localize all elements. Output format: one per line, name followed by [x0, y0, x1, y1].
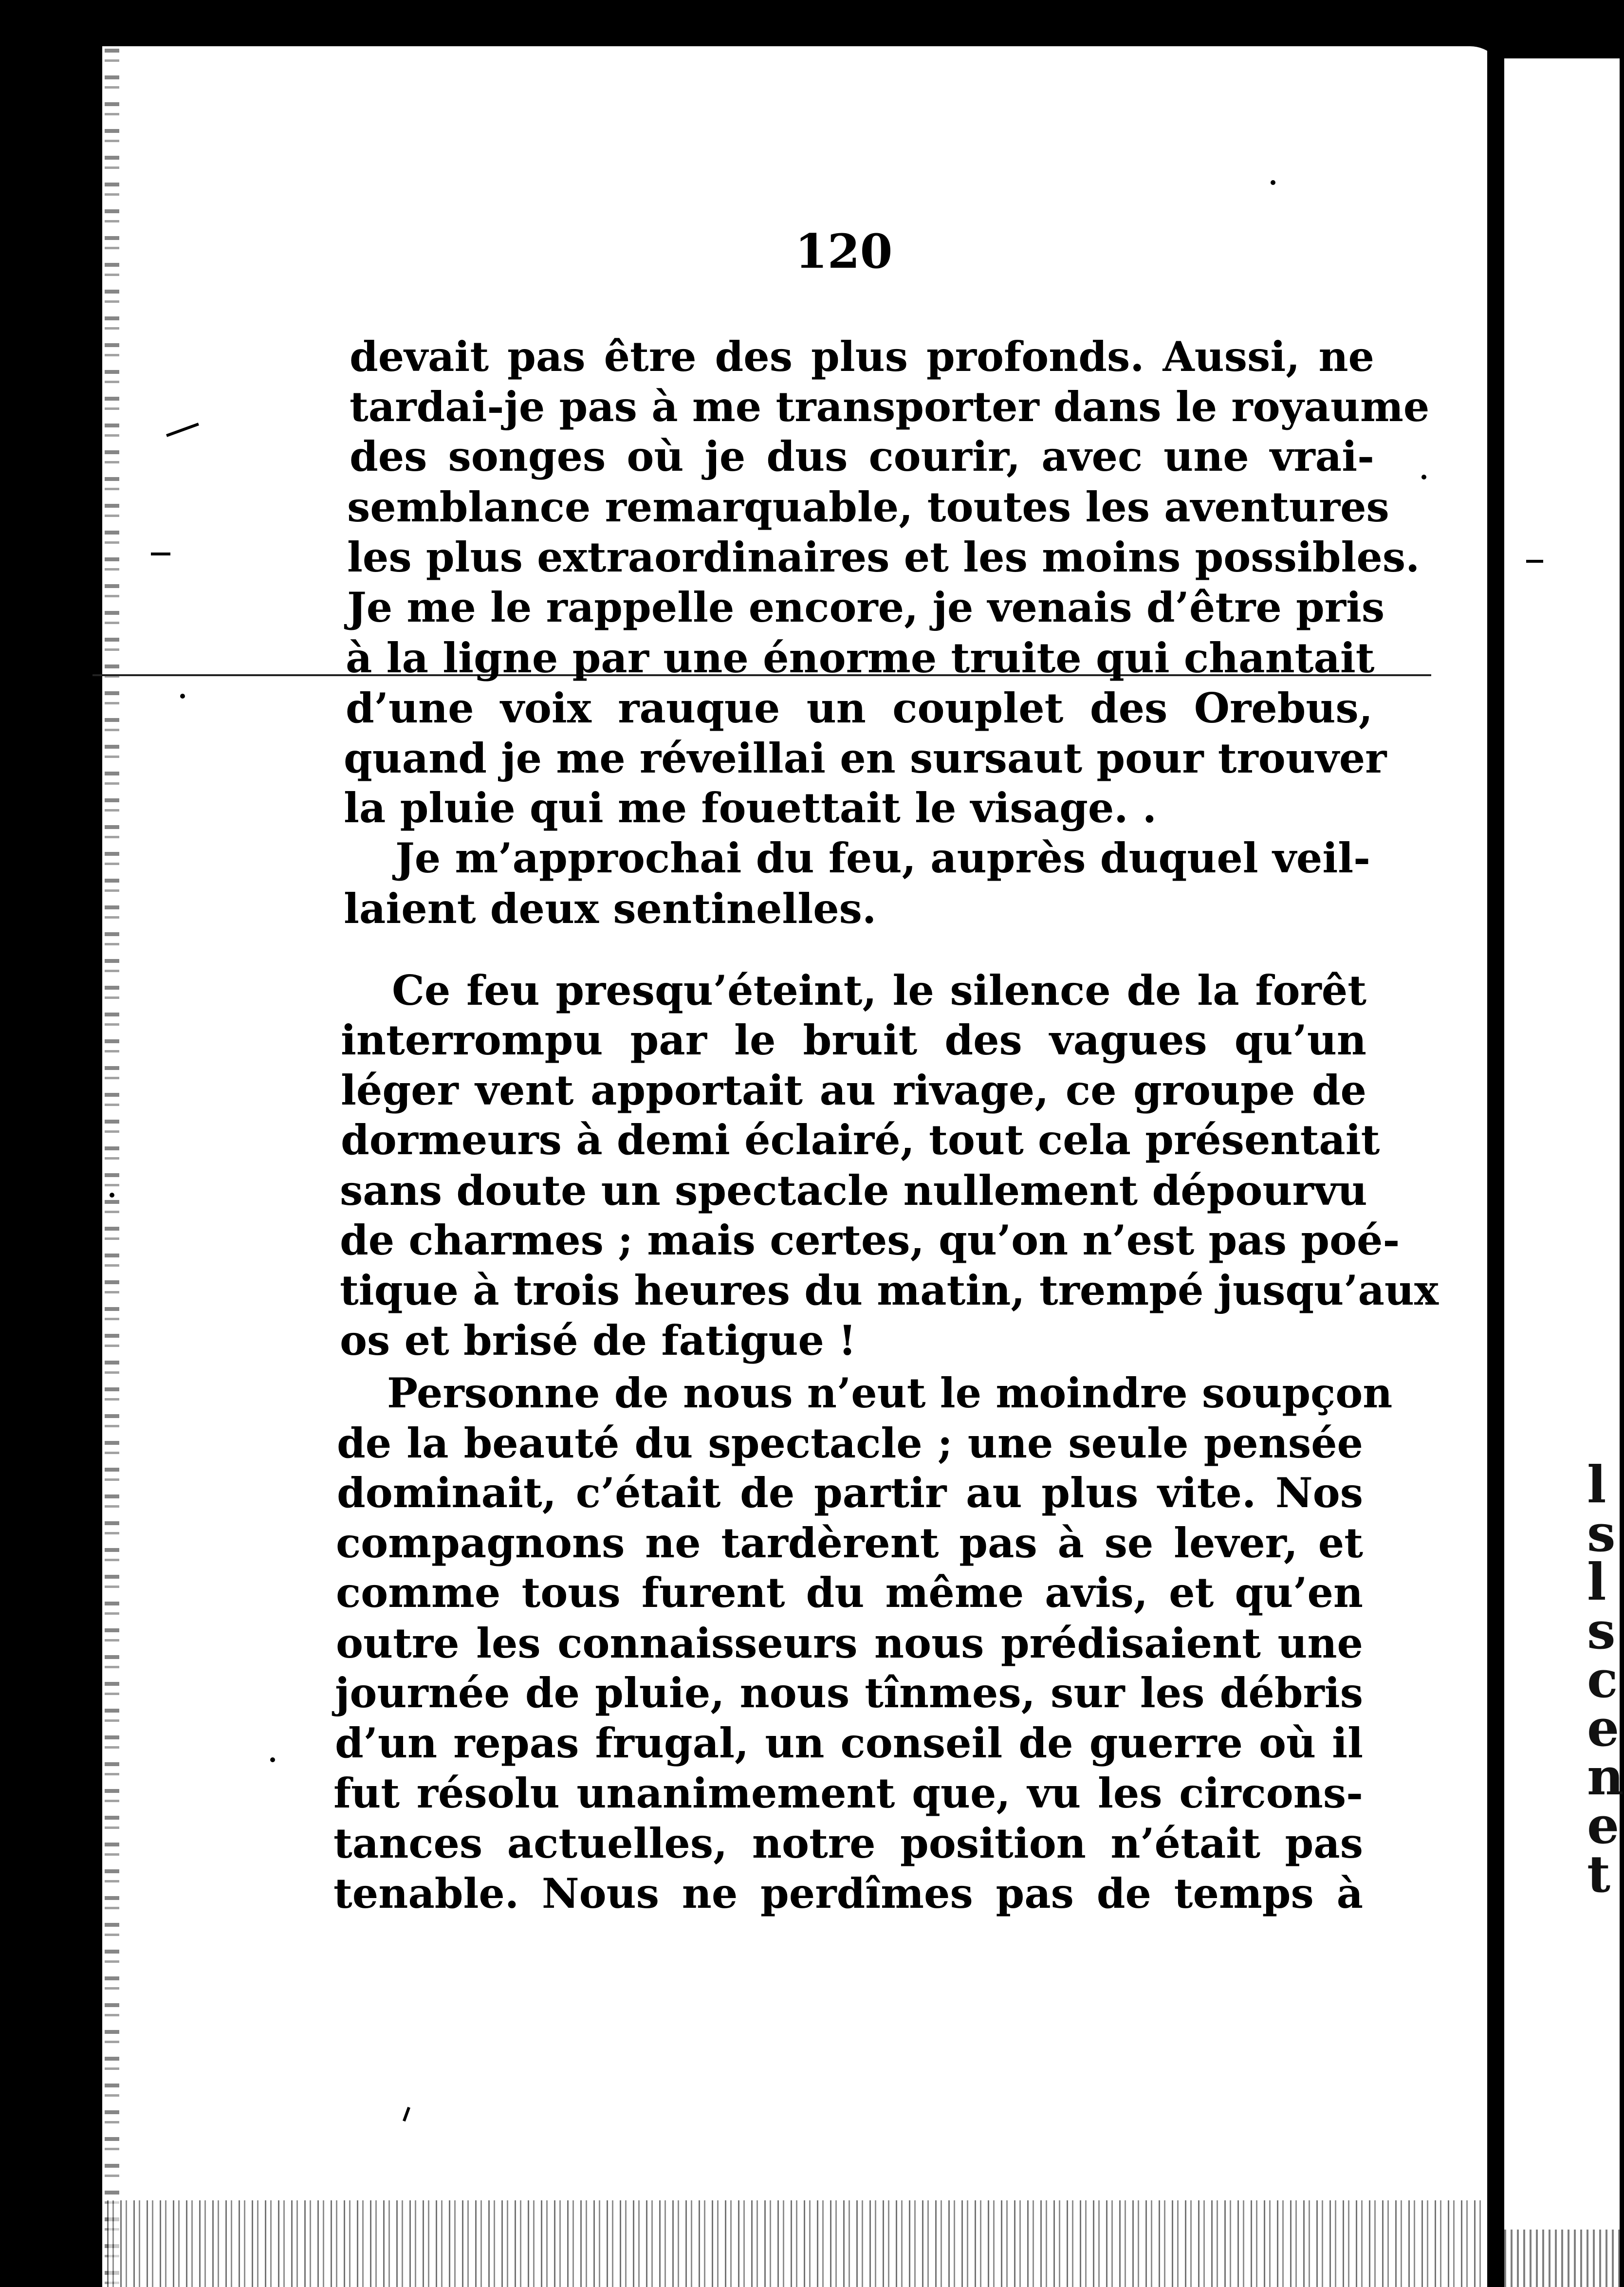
text-line: tenable. Nous ne perdîmes pas de temps à — [333, 1869, 1363, 1918]
text-line: des songes où je dus courir, avec une vrai- — [350, 432, 1374, 480]
text-line: quand je me réveillai en sursaut pour trouver — [344, 734, 1387, 782]
adjacent-edge-char: l — [1587, 1552, 1606, 1612]
text-line: tique à trois heures du matin, trempé jusqu’aux — [340, 1266, 1439, 1314]
text-line: interrompu par le bruit des vagues qu’un — [341, 1016, 1366, 1064]
text-line: à la ligne par une énorme truite qui chantait — [346, 634, 1375, 682]
text-line: de la beauté du spectacle ; une seule pensée — [337, 1419, 1363, 1467]
text-line: laient deux sentinelles. — [344, 885, 877, 933]
text-line: Je m’approchai du feu, auprès duquel veil- — [395, 834, 1370, 882]
text-line: tardai-je pas à me transporter dans le royaume — [350, 383, 1430, 431]
text-line: fut résolu unanimement que, vu les circons- — [333, 1769, 1363, 1817]
adjacent-edge-char: l — [1587, 1455, 1606, 1514]
text-line: Personne de nous n’eut le moindre soupçon — [387, 1369, 1393, 1417]
text-line: journée de pluie, nous tînmes, sur les débris — [335, 1669, 1363, 1717]
text-line: de charmes ; mais certes, qu’on n’est pas poé- — [340, 1216, 1400, 1264]
adjacent-edge-char: e — [1587, 1698, 1620, 1758]
text-line: semblance remarquable, toutes les aventures — [347, 483, 1389, 531]
text-line: devait pas être des plus profonds. Aussi, ne — [350, 332, 1374, 381]
text-line: les plus extraordinaires et les moins possibles. — [347, 533, 1420, 581]
text-line: compagnons ne tardèrent pas à se lever, et — [336, 1519, 1363, 1567]
text-line: outre les connaisseurs nous prédisaient une — [336, 1619, 1363, 1667]
text-line: léger vent apportait au rivage, ce groupe de — [341, 1066, 1366, 1114]
text-line: tances actuelles, notre position n’était pas — [333, 1819, 1363, 1867]
text-line: sans doute un spectacle nullement dépourvu — [340, 1166, 1367, 1215]
text-line: Je me le rappelle encore, je venais d’être pris — [347, 583, 1385, 631]
adjacent-edge-char: s — [1587, 1503, 1616, 1563]
text-line: la pluie qui me fouettait le visage. . — [344, 784, 1157, 832]
adjacent-edge-char: s — [1587, 1601, 1616, 1660]
text-line: os et brisé de fatigue ! — [340, 1316, 856, 1365]
text-line: dominait, c’était de partir au plus vite. Nos — [337, 1469, 1363, 1517]
text-line: dormeurs à demi éclairé, tout cela présentait — [341, 1116, 1380, 1164]
adjacent-edge-char: n — [1587, 1747, 1624, 1807]
text-line: d’une voix rauque un couplet des Orebus, — [346, 684, 1373, 732]
text-line: Ce feu presqu’éteint, le silence de la forêt — [392, 966, 1366, 1014]
page-number: 120 — [795, 224, 893, 279]
adjacent-edge-char: t — [1587, 1844, 1611, 1904]
adjacent-edge-char: c — [1587, 1649, 1618, 1709]
text-line: comme tous furent du même avis, et qu’en — [336, 1568, 1363, 1617]
adjacent-edge-char: e — [1587, 1795, 1620, 1855]
text-line: d’un repas frugal, un conseil de guerre où il — [335, 1719, 1363, 1767]
